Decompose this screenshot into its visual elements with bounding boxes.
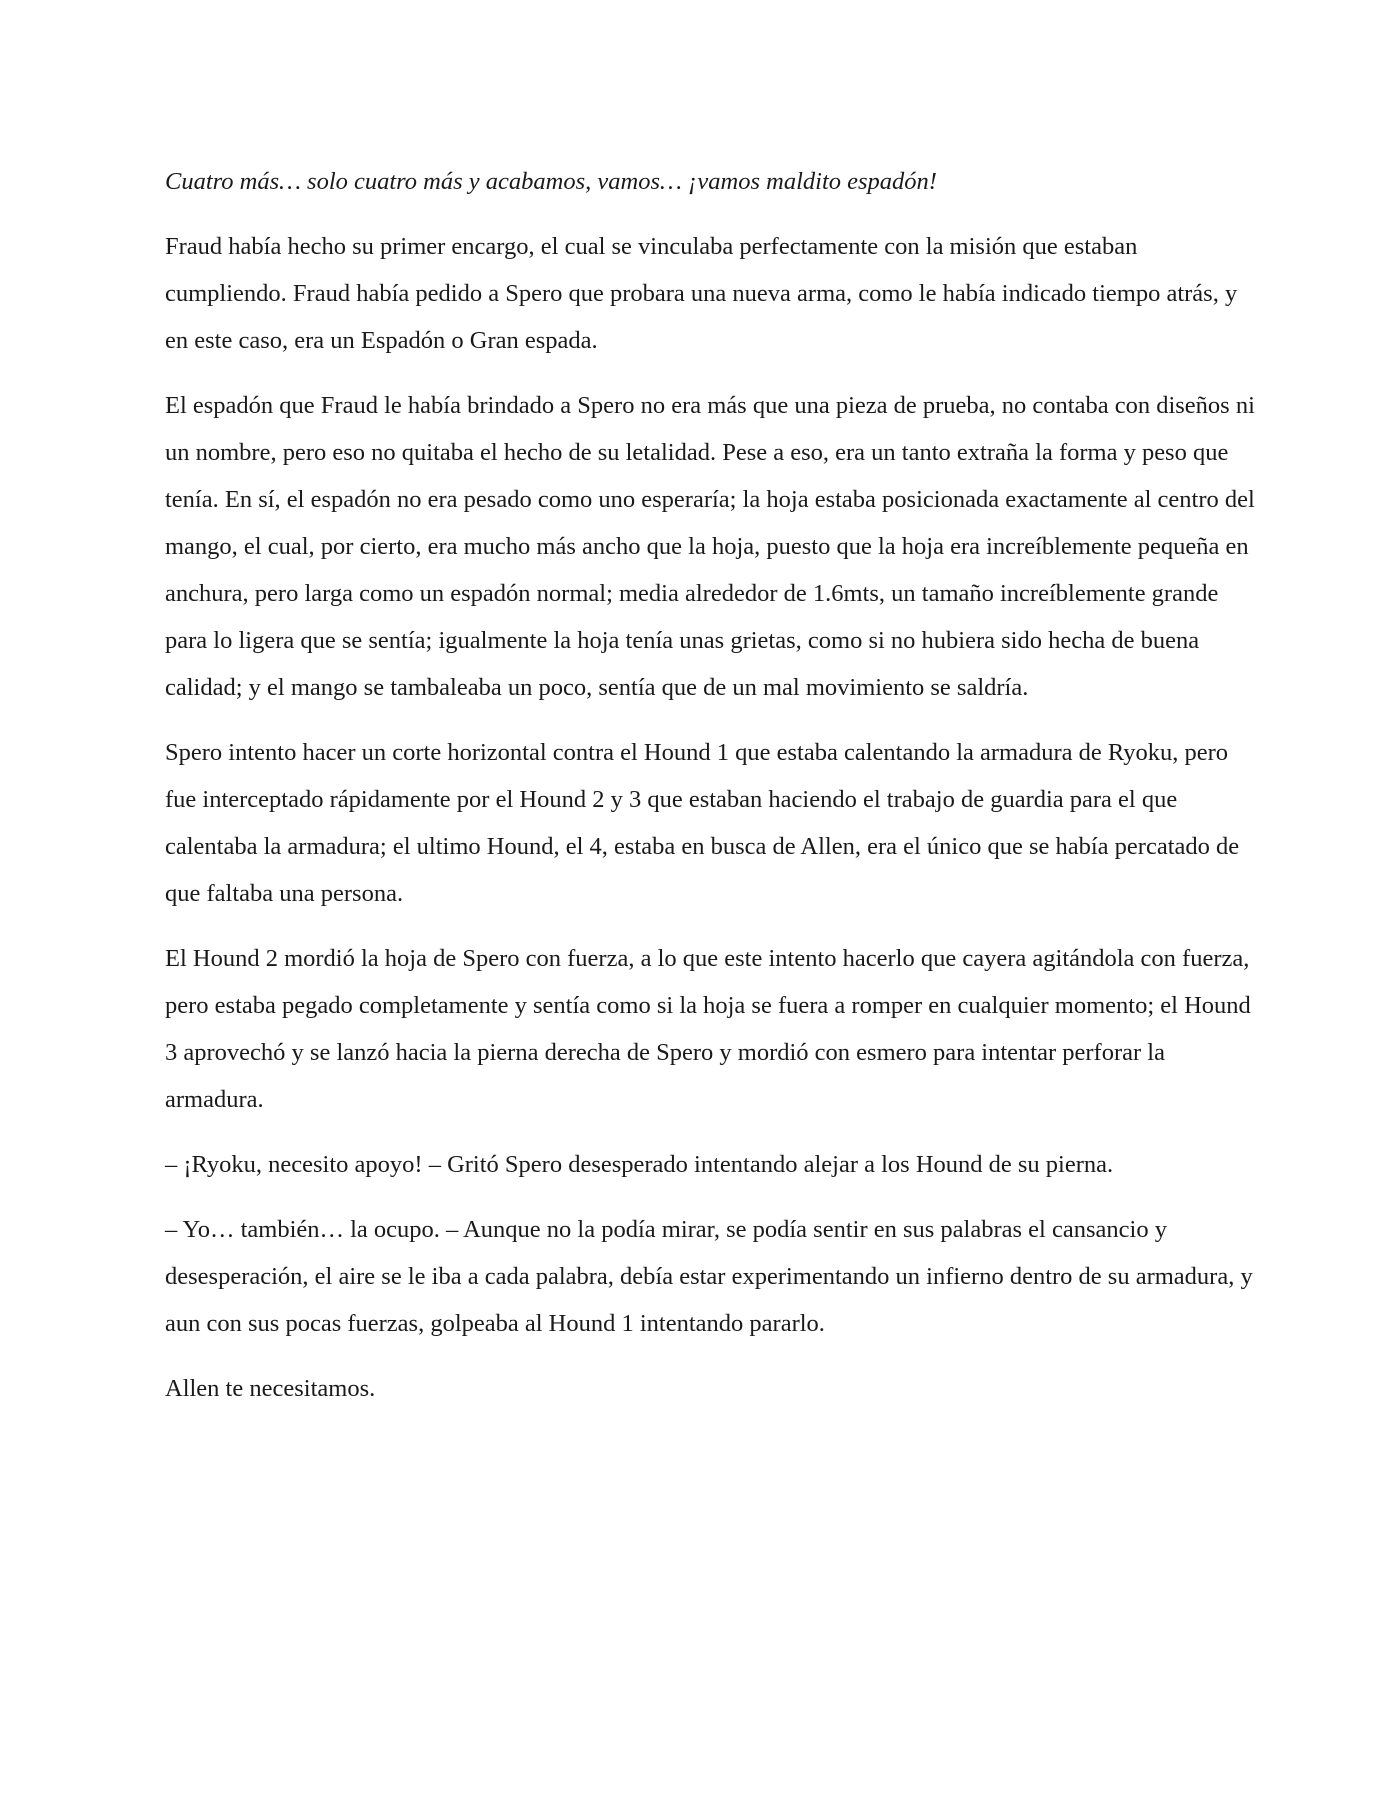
document-page [165, 158, 1255, 1430]
paragraph: Allen te necesitamos. [165, 1375, 376, 1402]
paragraph-dialogue: – ¡Ryoku, necesito apoyo! – Gritó Spero desesperado intentando alejar a los Hound de su pierna. [165, 1151, 1114, 1178]
paragraph-dialogue: – Yo… también… la ocupo. – Aunque no la podía mirar, se podía sentir en sus palabras el cansancio y desesperación, el aire se le iba a cada palabra, debía estar experimentando un infierno dentro de su armadura, y aun con sus pocas fuerzas, golpeaba al Hound 1 intentando pararlo. [165, 1216, 1253, 1337]
paragraph-inner-thought: Cuatro más… solo cuatro más y acabamos, vamos… ¡vamos maldito espadón! [165, 168, 937, 195]
paragraph: El espadón que Fraud le había brindado a Spero no era más que una pieza de prueba, no contaba con diseños ni un nombre, pero eso no quitaba el hecho de su letalidad. Pese a eso, era un tanto extraña la forma y peso que tenía. En sí, el espadón no era pesado como uno esperaría; la hoja estaba posicionada exactamente al centro del mango, el cual, por cierto, era mucho más ancho que la hoja, puesto que la hoja era increíblemente pequeña en anchura, pero larga como un espadón normal; media alrededor de 1.6mts, un tamaño increíblemente grande para lo ligera que se sentía; igualmente la hoja tenía unas grietas, como si no hubiera sido hecha de buena calidad; y el mango se tambaleaba un poco, sentía que de un mal movimiento se saldría. [165, 392, 1255, 701]
paragraph: Spero intento hacer un corte horizontal contra el Hound 1 que estaba calentando la armadura de Ryoku, pero fue interceptado rápidamente por el Hound 2 y 3 que estaban haciendo el trabajo de guardia para el que calentaba la armadura; el ultimo Hound, el 4, estaba en busca de Allen, era el único que se había percatado de que faltaba una persona. [165, 739, 1240, 907]
paragraph: El Hound 2 mordió la hoja de Spero con fuerza, a lo que este intento hacerlo que cayera agitándola con fuerza, pero estaba pegado completamente y sentía como si la hoja se fuera a romper en cualquier momento; el Hound 3 aprovechó y se lanzó hacia la pierna derecha de Spero y mordió con esmero para intentar perforar la armadura. [165, 945, 1251, 1113]
paragraph: Fraud había hecho su primer encargo, el cual se vinculaba perfectamente con la misión que estaban cumpliendo. Fraud había pedido a Spero que probara una nueva arma, como le había indicado tiempo atrás, y en este caso, era un Espadón o Gran espada. [165, 233, 1238, 354]
